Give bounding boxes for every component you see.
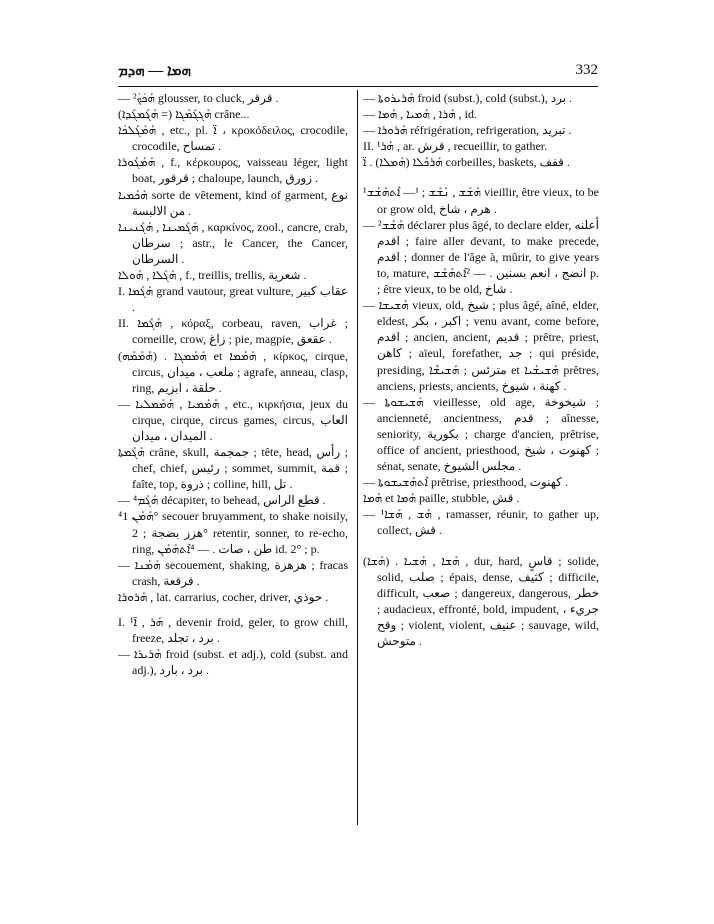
page-header [118, 62, 598, 84]
entry: — ⁴ܗܰܓܰܡ décapiter, to behead, قطع الراس . [118, 493, 326, 508]
running-head: ܗܡܐ — ܗܕܡ [118, 63, 191, 79]
entry: — ܐܶܬܗܰܫܝܫܘܬܐ prêtrise, priesthood, كهنوت . [363, 475, 568, 490]
entry: ܗܰܓܰܠܐ , ܗܰܘܠܐ , f., treillis, trellis, شعرية . [118, 268, 307, 283]
entry: — ²ܗܰܟ̇ܟ̇ glousser, to cluck, قرقر . [118, 91, 279, 105]
entry: I. ¹ܗܰܪ , ܐ̈ , devenir froid, geler, to grow chill, freeze, برد ، تجلد . [118, 615, 349, 646]
left-column [118, 90, 348, 678]
entry: ܗܰܓܰܡܝܢܐ , ܗܰܓܰܢܝܢܐ , καρκίνος, zool., cancre, crab, سرطان ; astr., le Cancer, the Cancer, السرطان . [118, 219, 349, 266]
entry: — ܗܰܪܘܪܐ réfrigération, refrigeration, تبريد . [363, 123, 572, 138]
entry: I. ܗܰܓܰܡܐ grand vautour, great vulture, عقاب كبير . [118, 284, 348, 315]
entry: — ²ܗܰܫܰܫ déclarer plus âgé, to declare elder, أعلنه اقدم ; faire aller devant, to make precede, اقدم ; donner de l'âge à, mûrir, to give years to, mature, انضج ، انعم بسنين . — ²ܐܶܬܗܰܫܰܫ p. ; être vieux, to be old, شاخ . [363, 217, 600, 297]
entry: — ܗܰܫܝܫܐ vieux, old, شيخ ; plus âgé, aîné, elder, eldest, اكبر ، بكر ; venu avant, come before, اقدم ; ancien, ancient, قديم ; prêtre, priest, كاهن ; aïeul, forefather, جد ; qui préside, presiding, مترئس ; ܗܰܫܝܫܶܐ et ܗܰܫܝܫܰܝܐ prêtres, anciens, priests, ancients, كهنة ، شيوخ . [363, 298, 600, 393]
entry: ܗܰܡܰܓܰܘܪܐ , f., κέρκουρος, vaisseau léger, light boat, قرقور ; chaloupe, launch, زورق . [118, 155, 348, 186]
entry: ܗܰܪܟܰܠܐ (ܗܰܡܠܐ) . ܐ̈ corbeilles, baskets, قفف . [363, 155, 570, 170]
entry: II. ¹ܗܰܪ , ar. قرش , recueillir, to gather. [363, 139, 548, 154]
entry: ¹ܗܰܫܰܫ , ܢܰܫܰܫ ; ¹— ܐܶܬܗܰܫܰܫ vieillir, être vieux, to be or grow old, هرم ، شاخ . [363, 185, 599, 216]
entry: — ܗܰܫܝܫܘܬܐ vieillesse, old age, شيخوخة ; ancienneté, ancientness, قدم ; aînesse, seniority, بكورية ; charge d'ancien, prêtrise, office of ancient, priesthood, كهنوت ، شيخ ; sénat, senate, مجلس الشيوخ . [363, 394, 600, 474]
entry: — ܗܰܪܐ , ܗܰܡܝܐ , ܗܰܡܐ , id. [363, 107, 477, 122]
entry: ⁴ܗܰܡܰܢ 1° secouer bruyamment, to shake noisily, هزز بضجة ; 2° retentir, sonner, to re-echo, ring, طن ، صات . — ⁴ܐܶܬܗܰܡܰܢ id. 2° ; p. [118, 509, 348, 556]
entry: ܗܰܡܐ et ܗܰܡܐ paille, stubble, قش . [363, 491, 520, 506]
entry: — ܗܰܪܝܪܐ froid (subst. et adj.), cold (subst. and adj.), برد ، بارد . [118, 647, 349, 678]
entry: ܗܰܪܘܪܐ , lat. carrarius, cocher, driver, حوذي . [118, 589, 329, 604]
entry: (ܗܰܡܰܡܰܗ) . ܗܰܡܰܡܓܐ et ܗܰܡܰܡܐ , κίρκος, cirque, circus, ملعب ، ميدان ; agrafe, anneau, clasp, ring, حلقة ، ابزيم . [118, 348, 348, 395]
right-column [363, 90, 599, 649]
entry: ܗܰܟܰܡܝܐ sorte de vêtement, kind of garment, نوع من الالبسة . [118, 187, 348, 218]
entry: II. ܗܰܓܰܡܐ , κόραξ, corbeau, raven, غراب ; corneille, crow, زاغ ; pie, magpie, عقعق . [118, 316, 348, 347]
entry: — ܗܰܡܰܡܝܐ , ܗܰܡܰܡܠܝܐ , etc., κιρκήσια, jeux du cirque, cirque, circus games, circus, العاب الميدان ، ميدان . [118, 396, 349, 443]
page-number: 332 [575, 62, 598, 78]
entry: ܗܰܓܰܡܬܐ crâne, skull, جمجمة ; tête, head, رأس ; chef, chief, رئيس ; sommet, summit, قمة ; faîte, top, ذروة ; colline, hill, تل . [118, 445, 348, 492]
entry: — ܗܰܡܰܢܐ secouement, shaking, هزهزة ; fracas crash, قرقعة . [118, 557, 348, 588]
header-rule [118, 86, 598, 87]
entry: — ¹ܗܰܫ , ܗܰܫܐ , ramasser, réunir, to gather up, collect, قش . [363, 507, 599, 538]
entry: ܗܰܡܰܓܰܠܟ̇ܐ , etc., pl. ܐ̈ ، κροκόδειλος, crocodile, crocodile, تمساح . [118, 123, 348, 154]
column-divider [357, 90, 358, 825]
entry: (ܗܰܫܐ) . ܗܰܫܐ , ܗܰܫܝܐ , dur, hard, قاسٍ ; solide, solid, صلب ; épais, dense, كثيف ; difficile, difficult, صعب ; dangereux, dangerous, خطر ; audacieux, effronté, bold, impudent, جريء ، وقح ; violent, violent, عنيف ; sauvage, wild, متوحش . [363, 553, 600, 648]
entry: ܗܰܓܓܰܡܰܓܐ (= ܗܰܓܰܡܓܰܕܐ) crâne... [118, 107, 250, 122]
entry: — ܗܰܪܝܪܘܬܐ froid (subst.), cold (subst.), برد . [363, 91, 573, 105]
